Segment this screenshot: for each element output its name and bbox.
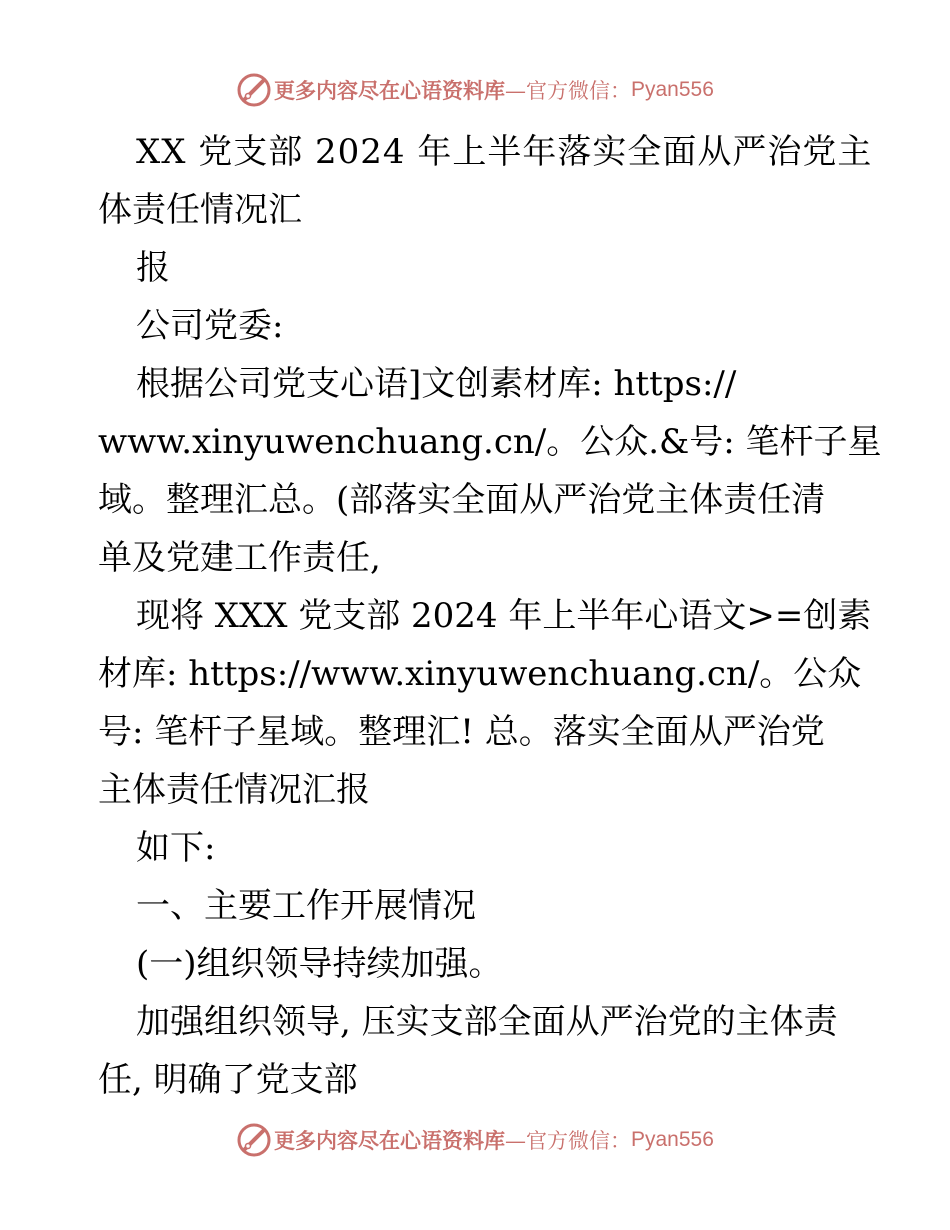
paragraph-line: 域。整理汇总。(部落实全面从严治党主体责任清 (98, 480, 826, 520)
paragraph-line: 主体责任情况汇报 (98, 770, 370, 810)
paragraph-line: 号: 笔杆子星域。整理汇! 总。落实全面从严治党 (98, 712, 825, 752)
paragraph-line: 现将 XXX 党支部 2024 年上半年心语文>=创素 (136, 596, 872, 636)
section-heading: 一、主要工作开展情况 (136, 886, 476, 926)
watermark-wechat-id: Pyan556 (631, 1128, 714, 1151)
paragraph-line: 加强组织领导, 压实支部全面从严治党的主体责 (136, 1002, 838, 1042)
paragraph-line: 材库: https://www.xinyuwenchuang.cn/。公众 (98, 654, 862, 694)
watermark-main-text: 更多内容尽在心语资料库 (274, 78, 505, 103)
quill-logo-icon (236, 72, 272, 108)
paragraph-line: 如下: (136, 828, 216, 868)
title-line-1: XX 党支部 2024 年上半年落实全面从严治党主 (136, 132, 873, 172)
watermark-wechat-id: Pyan556 (631, 78, 714, 101)
paragraph-line: 任, 明确了党支部 (98, 1060, 358, 1100)
salutation: 公司党委: (136, 306, 284, 346)
quill-logo-icon (236, 1122, 272, 1158)
watermark-sub-text: —官方微信： (505, 79, 631, 103)
title-line-2: 体责任情况汇 (98, 190, 302, 230)
footer-watermark (236, 1122, 714, 1158)
watermark-main-text: 更多内容尽在心语资料库 (274, 1128, 505, 1153)
watermark-sub-text: —官方微信： (505, 1129, 631, 1153)
subsection-heading: (一)组织领导持续加强。 (136, 944, 503, 984)
document-body (98, 123, 882, 1109)
paragraph-line: www.xinyuwenchuang.cn/。公众.&号: 笔杆子星 (98, 422, 882, 462)
title-line-3: 报 (136, 248, 170, 288)
paragraph-line: 根据公司党支心语]文创素材库: https:// (136, 364, 737, 404)
paragraph-line: 单及党建工作责任, (98, 538, 381, 578)
header-watermark (236, 72, 714, 108)
